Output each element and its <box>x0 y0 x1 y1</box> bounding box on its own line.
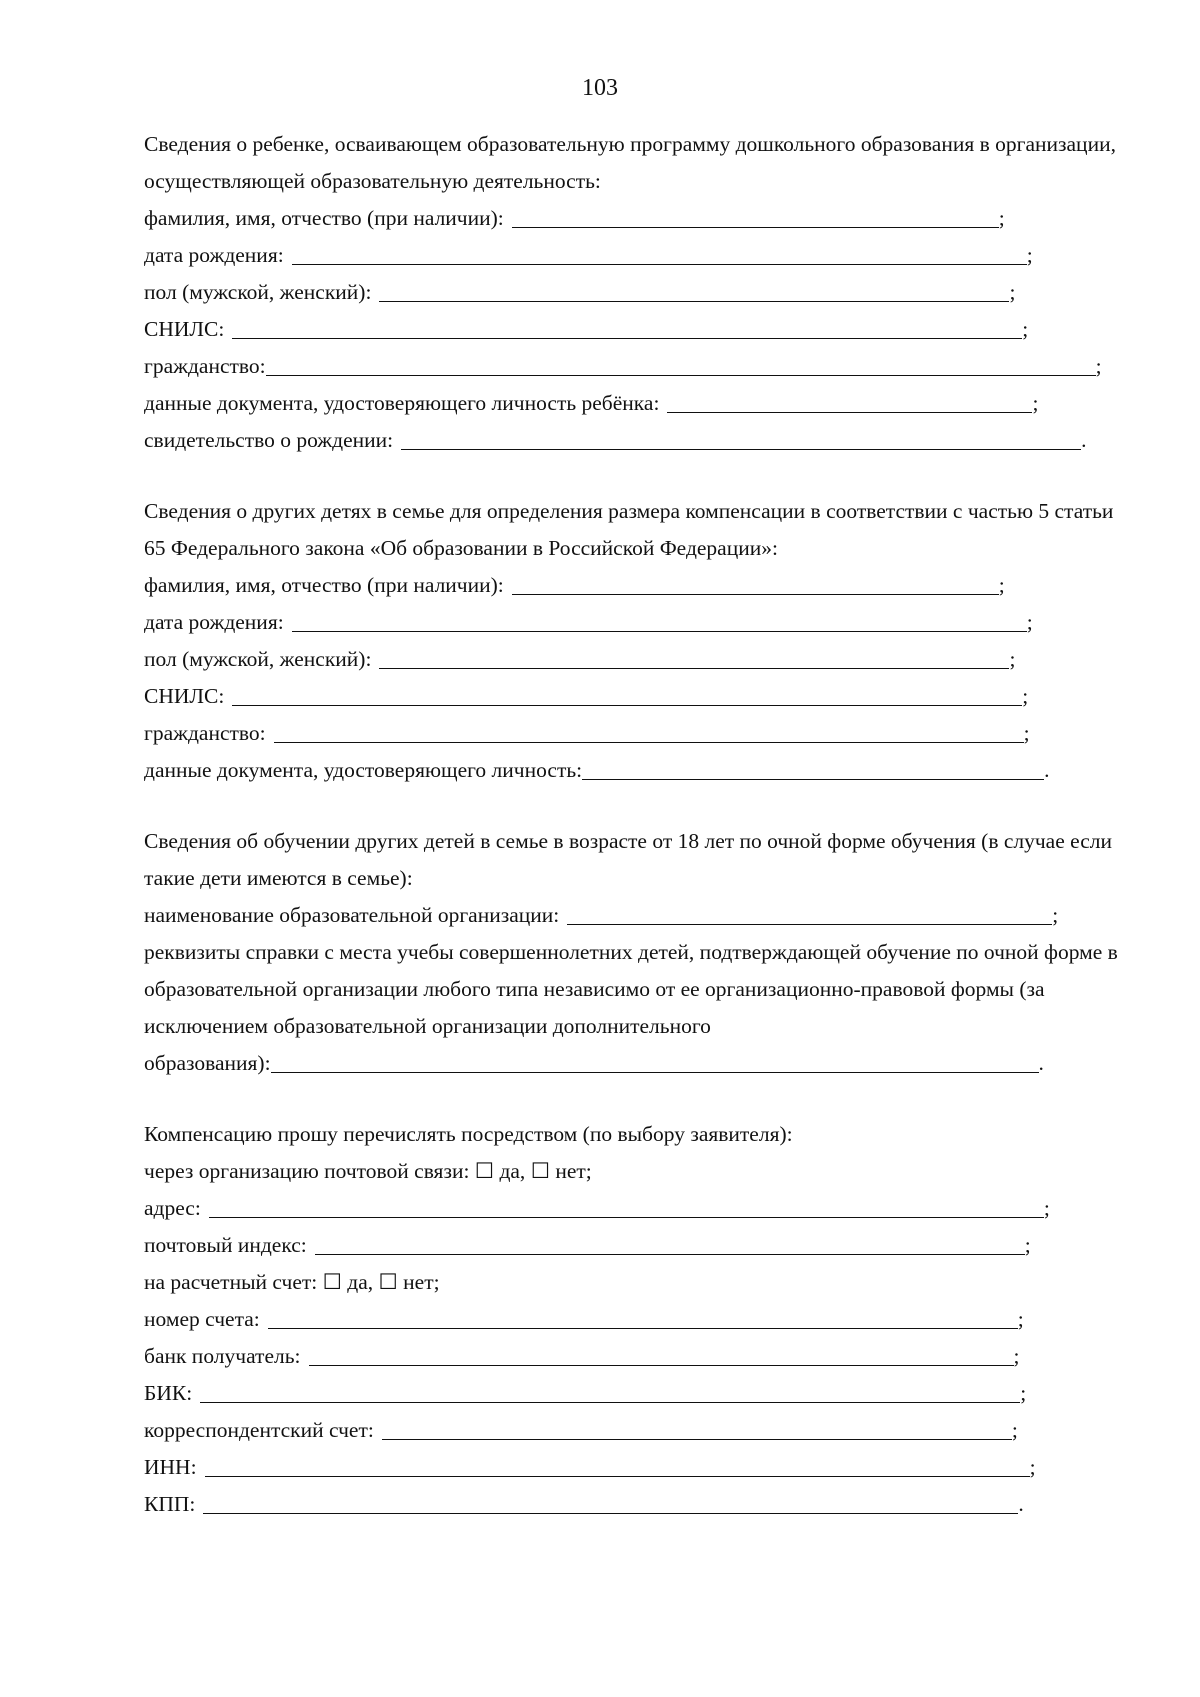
inn-label: ИНН: <box>144 1455 197 1479</box>
kpp-row <box>144 1486 1126 1523</box>
child-snils-end: ; <box>1022 317 1029 341</box>
other-sex-end: ; <box>1009 647 1016 671</box>
correspondent-account-end: ; <box>1011 1418 1018 1442</box>
other-sex-row <box>144 641 1126 678</box>
other-id-document-label: данные документа, удостоверяющего личность: <box>144 758 583 782</box>
recipient-bank-row <box>144 1338 1126 1375</box>
post-no-checkbox[interactable]: ☐ <box>530 1159 550 1183</box>
child-id-document-row <box>144 385 1126 422</box>
child-birth-certificate-row <box>144 422 1126 459</box>
post-yes-checkbox[interactable]: ☐ <box>474 1159 495 1183</box>
education-org-end: ; <box>1052 903 1059 927</box>
other-citizenship-label: гражданство: <box>144 721 266 745</box>
other-birth-date-label: дата рождения: <box>144 610 284 634</box>
other-id-document-end: . <box>1044 758 1050 782</box>
postal-index-field[interactable] <box>315 1254 1025 1255</box>
other-citizenship-field[interactable] <box>274 742 1024 743</box>
other-full-name-end: ; <box>998 573 1005 597</box>
payment-section <box>144 1116 1126 1523</box>
payment-intro: Компенсацию прошу перечислять посредством (по выбору заявителя): <box>144 1122 793 1146</box>
other-birth-date-end: ; <box>1026 610 1033 634</box>
education-intro: Сведения об обучении других детей в семье в возрасте от 18 лет по очной форме обучения (в случае если такие дети имеются в семье): <box>144 829 1112 890</box>
account-number-field[interactable] <box>268 1328 1018 1329</box>
bik-label: БИК: <box>144 1381 193 1405</box>
bank-option-label: на расчетный счет: <box>144 1270 318 1294</box>
other-birth-date-field[interactable] <box>292 631 1027 632</box>
child-full-name-end: ; <box>998 206 1005 230</box>
bik-row <box>144 1375 1126 1412</box>
bank-no-checkbox[interactable]: ☐ <box>378 1270 398 1294</box>
post-yes-label: да, <box>499 1159 526 1183</box>
post-option-row <box>144 1153 1126 1190</box>
education-certificate-tail: образования): <box>144 1051 271 1075</box>
kpp-field[interactable] <box>203 1513 1018 1514</box>
child-snils-label: СНИЛС: <box>144 317 225 341</box>
child-birth-date-end: ; <box>1026 243 1033 267</box>
child-birth-date-row <box>144 237 1126 274</box>
education-org-row <box>144 897 1126 934</box>
correspondent-account-row <box>144 1412 1126 1449</box>
child-id-document-field[interactable] <box>667 412 1032 413</box>
education-certificate-text: реквизиты справки с места учебы совершеннолетних детей, подтверждающей обучение по очной форме в образовательной организации любого типа независимо от ее организационно-правовой формы (за исключением образовательной организации дополнительного <box>144 940 1118 1038</box>
child-full-name-row <box>144 200 1126 237</box>
other-snils-end: ; <box>1022 684 1029 708</box>
correspondent-account-field[interactable] <box>382 1439 1012 1440</box>
other-children-intro: Сведения о других детях в семье для определения размера компенсации в соответствии с частью 5 статьи 65 Федерального закона «Об образовании в Российской Федерации»: <box>144 499 1114 560</box>
child-id-document-end: ; <box>1032 391 1039 415</box>
inn-field[interactable] <box>205 1476 1030 1477</box>
other-snils-row <box>144 678 1126 715</box>
recipient-bank-label: банк получатель: <box>144 1344 301 1368</box>
address-row <box>144 1190 1126 1227</box>
kpp-label: КПП: <box>144 1492 196 1516</box>
inn-row <box>144 1449 1126 1486</box>
address-end: ; <box>1043 1196 1050 1220</box>
bik-end: ; <box>1020 1381 1027 1405</box>
correspondent-account-label: корреспондентский счет: <box>144 1418 374 1442</box>
child-full-name-field[interactable] <box>512 227 999 228</box>
other-birth-date-row <box>144 604 1126 641</box>
education-section <box>144 823 1126 1082</box>
post-no-label: нет; <box>555 1159 592 1183</box>
recipient-bank-end: ; <box>1013 1344 1020 1368</box>
education-certificate-row <box>144 1045 1126 1082</box>
other-citizenship-row <box>144 715 1126 752</box>
bank-yes-checkbox[interactable]: ☐ <box>322 1270 342 1294</box>
postal-index-label: почтовый индекс: <box>144 1233 307 1257</box>
kpp-end: . <box>1018 1492 1024 1516</box>
other-sex-field[interactable] <box>379 668 1009 669</box>
other-full-name-row <box>144 567 1126 604</box>
other-citizenship-end: ; <box>1023 721 1030 745</box>
child-birth-certificate-label: свидетельство о рождении: <box>144 428 394 452</box>
child-snils-row <box>144 311 1126 348</box>
child-sex-end: ; <box>1009 280 1016 304</box>
education-org-label: наименование образовательной организации: <box>144 903 560 927</box>
child-citizenship-field[interactable] <box>266 375 1096 376</box>
recipient-bank-field[interactable] <box>309 1365 1014 1366</box>
child-citizenship-row <box>144 348 1126 385</box>
child-birth-certificate-end: . <box>1081 428 1087 452</box>
bank-yes-label: да, <box>347 1270 374 1294</box>
postal-index-row <box>144 1227 1126 1264</box>
education-org-field[interactable] <box>567 924 1052 925</box>
account-number-end: ; <box>1017 1307 1024 1331</box>
address-field[interactable] <box>209 1217 1044 1218</box>
child-birth-certificate-field[interactable] <box>401 449 1081 450</box>
education-certificate-field[interactable] <box>271 1072 1039 1073</box>
post-option-label: через организацию почтовой связи: <box>144 1159 470 1183</box>
address-label: адрес: <box>144 1196 201 1220</box>
bik-field[interactable] <box>200 1402 1020 1403</box>
child-section <box>144 126 1126 459</box>
education-certificate-end: . <box>1038 1051 1044 1075</box>
other-id-document-field[interactable] <box>582 779 1044 780</box>
form-body <box>144 126 1126 1557</box>
page-number: 103 <box>582 75 618 101</box>
child-intro: Сведения о ребенке, осваивающем образовательную программу дошкольного образования в организации, осуществляющей образовательную деятельность: <box>144 132 1116 193</box>
other-snils-label: СНИЛС: <box>144 684 225 708</box>
bank-option-row <box>144 1264 1126 1301</box>
child-snils-field[interactable] <box>232 338 1022 339</box>
inn-end: ; <box>1029 1455 1036 1479</box>
child-id-document-label: данные документа, удостоверяющего личность ребёнка: <box>144 391 660 415</box>
child-full-name-label: фамилия, имя, отчество (при наличии): <box>144 206 504 230</box>
other-full-name-label: фамилия, имя, отчество (при наличии): <box>144 573 504 597</box>
child-citizenship-end: ; <box>1095 354 1102 378</box>
child-sex-row <box>144 274 1126 311</box>
child-citizenship-label: гражданство: <box>144 354 266 378</box>
child-sex-field[interactable] <box>379 301 1009 302</box>
account-number-row <box>144 1301 1126 1338</box>
other-full-name-field[interactable] <box>512 594 999 595</box>
other-children-section <box>144 493 1126 789</box>
child-sex-label: пол (мужской, женский): <box>144 280 372 304</box>
other-snils-field[interactable] <box>232 705 1022 706</box>
postal-index-end: ; <box>1024 1233 1031 1257</box>
bank-no-label: нет; <box>403 1270 440 1294</box>
account-number-label: номер счета: <box>144 1307 260 1331</box>
child-birth-date-label: дата рождения: <box>144 243 284 267</box>
other-id-document-row <box>144 752 1126 789</box>
child-birth-date-field[interactable] <box>292 264 1027 265</box>
other-sex-label: пол (мужской, женский): <box>144 647 372 671</box>
